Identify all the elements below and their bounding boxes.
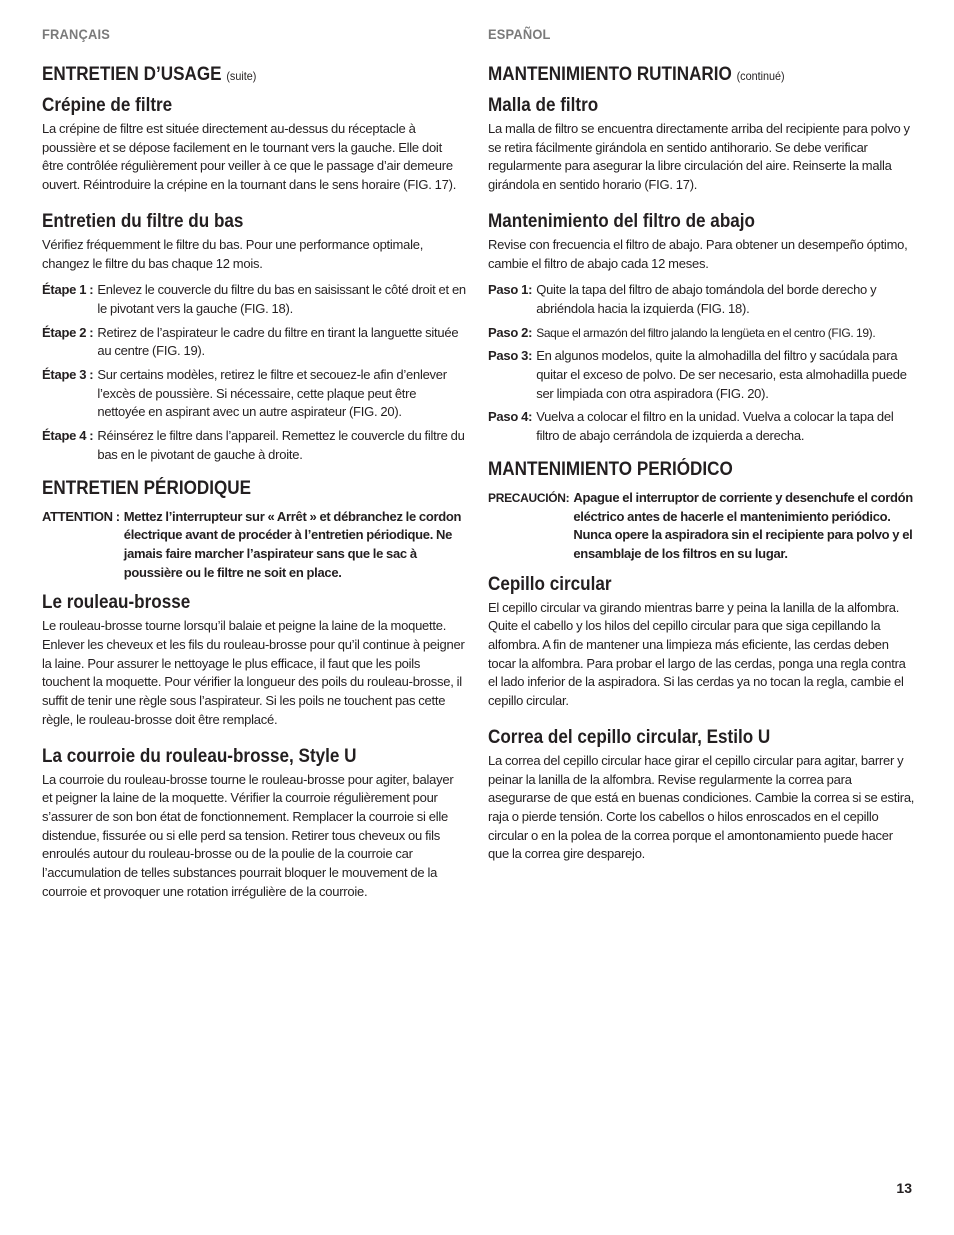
step-label: Étape 3 : [42, 367, 94, 383]
step-label: Paso 3: [488, 348, 533, 364]
step-2 [488, 324, 916, 343]
step-4 [488, 408, 916, 445]
section-title-periodic: ENTRETIEN PÉRIODIQUE [42, 477, 252, 499]
french-column [42, 26, 466, 910]
paragraph-belt: La courroie du rouleau-brosse tourne le rouleau-brosse pour agiter, balayer et peigner la laine de la moquette. Vérifier la courroie régulièrement pour s’assurer de son bon état de fonctionnement. Remplacer la courroie si elle distendue, fissurée ou si elle perd sa tension. Retirer tous cheveux ou fils enroulés autour du rouleau-brosse ou de la poulie de la courroie car l’accumulation de telles substances pourrait bloquer le mouvement de la courroie et provoquer une rotation irrégulière de la courroie. [42, 771, 454, 899]
step-text: Quite la tapa del filtro de abajo tomándola del borde derecho y abriéndola hacia la izquierda (FIG. 18). [536, 282, 877, 316]
section-title-periodic: MANTENIMIENTO PERIÓDICO [488, 458, 733, 480]
step-text: Sur certains modèles, retirez le filtre et secouez-le afin d’enlever l’excès de poussière. Si nécessaire, cette plaque peut être nettoyée en aspirant avec un autre aspirateur (FIG. 20). [97, 367, 447, 420]
paragraph-filter-screen: La crépine de filtre est située directement au-dessus du réceptacle à poussière et se dépose facilement en le tournant vers la gauche. Elle doit être contrôlée régulièrement pour veiller à ce que le passage d’air demeure ouvert. Réintroduire la crépine en la tournant dans le sens horaire (FIG. 17). [42, 121, 457, 193]
step-text: Retirez de l’aspirateur le cadre du filtre en tirant la languette située au centre (FIG. 19). [97, 324, 459, 359]
language-label: FRANÇAIS [42, 26, 111, 42]
step-4 [42, 427, 466, 464]
paragraph-bottom-filter: Revise con frecuencia el filtro de abajo. Para obtener un desempeño óptimo, cambie el filtro de abajo cada 12 meses. [488, 236, 908, 271]
paragraph-bottom-filter: Vérifiez fréquemment le filtre du bas. Pour une performance optimale, changez le filtre du bas chaque 12 mois. [42, 236, 424, 271]
step-label: Étape 2 : [42, 324, 94, 340]
step-label: Paso 2: [488, 324, 533, 340]
step-3 [488, 347, 916, 403]
warning-label: PRECAUCIÓN: [488, 490, 570, 505]
subsection-title-brushroll: Cepillo circular [488, 573, 612, 595]
section-title [42, 64, 424, 87]
warning-note [42, 508, 466, 583]
section-title-text: ENTRETIEN D’USAGE [42, 64, 222, 85]
step-3 [42, 366, 466, 422]
step-1 [488, 281, 916, 318]
section-title-text: MANTENIMIENTO RUTINARIO [488, 64, 732, 85]
step-2 [42, 324, 466, 361]
page-number: 13 [896, 1180, 912, 1196]
subsection-title-belt: Correa del cepillo circular, Estilo U [488, 726, 771, 748]
warning-text: Apague el interruptor de corriente y desenchufe el cordón eléctrico antes de hacerle el mantenimiento periódico. Nunca opere la aspiradora sin el recipiente para polvo y el ensamblaje de los filtros en su lugar. [573, 489, 913, 561]
step-label: Paso 1: [488, 282, 533, 298]
step-1 [42, 281, 466, 318]
subsection-title-bottom-filter: Entretien du filtre du bas [42, 210, 244, 232]
paragraph-belt: La correa del cepillo circular hace girar el cepillo circular para agitar, barrer y peinar la lanilla de la alfombra. Revise regularmente la correa para asegurarse de que está en buenas condiciones. Cambie la correa si se estira, raja o pierde tensión. Corte los cabellos o hilos enroscados en el cepillo circular o en la polea de la correa porque el amontonamiento puede hacer que la correa gire desparejo. [488, 752, 915, 862]
step-label: Étape 4 : [42, 428, 94, 444]
step-text: Vuelva a colocar el filtro en la unidad. Vuelva a colocar la tapa del filtro de abajo cerrándola de izquierda a derecha. [536, 409, 894, 444]
paragraph-brushroll: Le rouleau-brosse tourne lorsqu’il balaie et peigne la laine de la moquette. Enlever les cheveux et les fils du rouleau-brosse pour qu’il continue à peigner la laine. Pour assurer le nettoyage le plus efficace, il faut que les poils touchent la moquette. Pour vérifier la longueur des poils du rouleau-brosse, il suffit de tenir une règle sous l’aspirateur. Si les poils ne touchent pas cette règle, le rouleau-brosse doit être remplacé. [42, 618, 465, 727]
paragraph-filter-screen: La malla de filtro se encuentra directamente arriba del recipiente para polvo y se retira fácilmente girándola en sentido antihorario. Se debe verificar regularmente para asegurar la libre circulación del aire. Reinserte la malla girándola en sentido horario (FIG. 17). [488, 121, 910, 193]
section-title [488, 64, 873, 87]
subsection-title-filter-screen: Crépine de filtre [42, 95, 173, 116]
step-text: Enlevez le couvercle du filtre du bas en saisissant le côté droit et en le pivotant vers la gauche (FIG. 18). [97, 282, 466, 316]
language-label: ESPAÑOL [488, 26, 551, 42]
subsection-title-bottom-filter: Mantenimiento del filtro de abajo [488, 210, 755, 232]
step-text: Saque el armazón del filtro jalando la lengüeta en el centro (FIG. 19). [536, 325, 876, 340]
spanish-column [488, 26, 916, 872]
subsection-title-brushroll: Le rouleau-brosse [42, 592, 191, 614]
paragraph-brushroll: El cepillo circular va girando mientras barre y peina la lanilla de la alfombra. Quite el cabello y los hilos del cepillo circular para que siga cepillando la alfombra. A fin de mantener una limpieza más eficiente, las cerdas deben tocar la alfombra. Para probar el largo de las cerdas, ponga una regla contra el lado inferior de la aspiradora. Si las cerdas ya no tocan la regla, cambie el cepillo circular. [488, 599, 906, 709]
step-label: Paso 4: [488, 409, 533, 425]
subsection-title-belt: La courroie du rouleau-brosse, Style U [42, 745, 357, 767]
warning-text: Mettez l’interrupteur sur « Arrêt » et débranchez le cordon électrique avant de procéder à l’entretien périodique. Ne jamais faire marcher l’aspirateur sans que le sac à poussière ou le filtre ne soit en place. [123, 508, 462, 580]
warning-label: ATTENTION : [42, 508, 120, 524]
section-title-suffix: (suite) [226, 69, 257, 83]
step-label: Étape 1 : [42, 282, 94, 298]
step-text: Réinsérez le filtre dans l’appareil. Remettez le couvercle du filtre du bas en le pivotant de gauche à droite. [97, 428, 465, 462]
step-text: En algunos modelos, quite la almohadilla del filtro y sacúdala para quitar el exceso de polvo. De ser necesario, esta almohadilla puede ser limpiada con otra aspiradora (FIG. 20). [536, 348, 907, 401]
warning-note [488, 489, 916, 564]
section-title-suffix: (continué) [736, 69, 785, 83]
subsection-title-filter-screen: Malla de filtro [488, 95, 599, 116]
